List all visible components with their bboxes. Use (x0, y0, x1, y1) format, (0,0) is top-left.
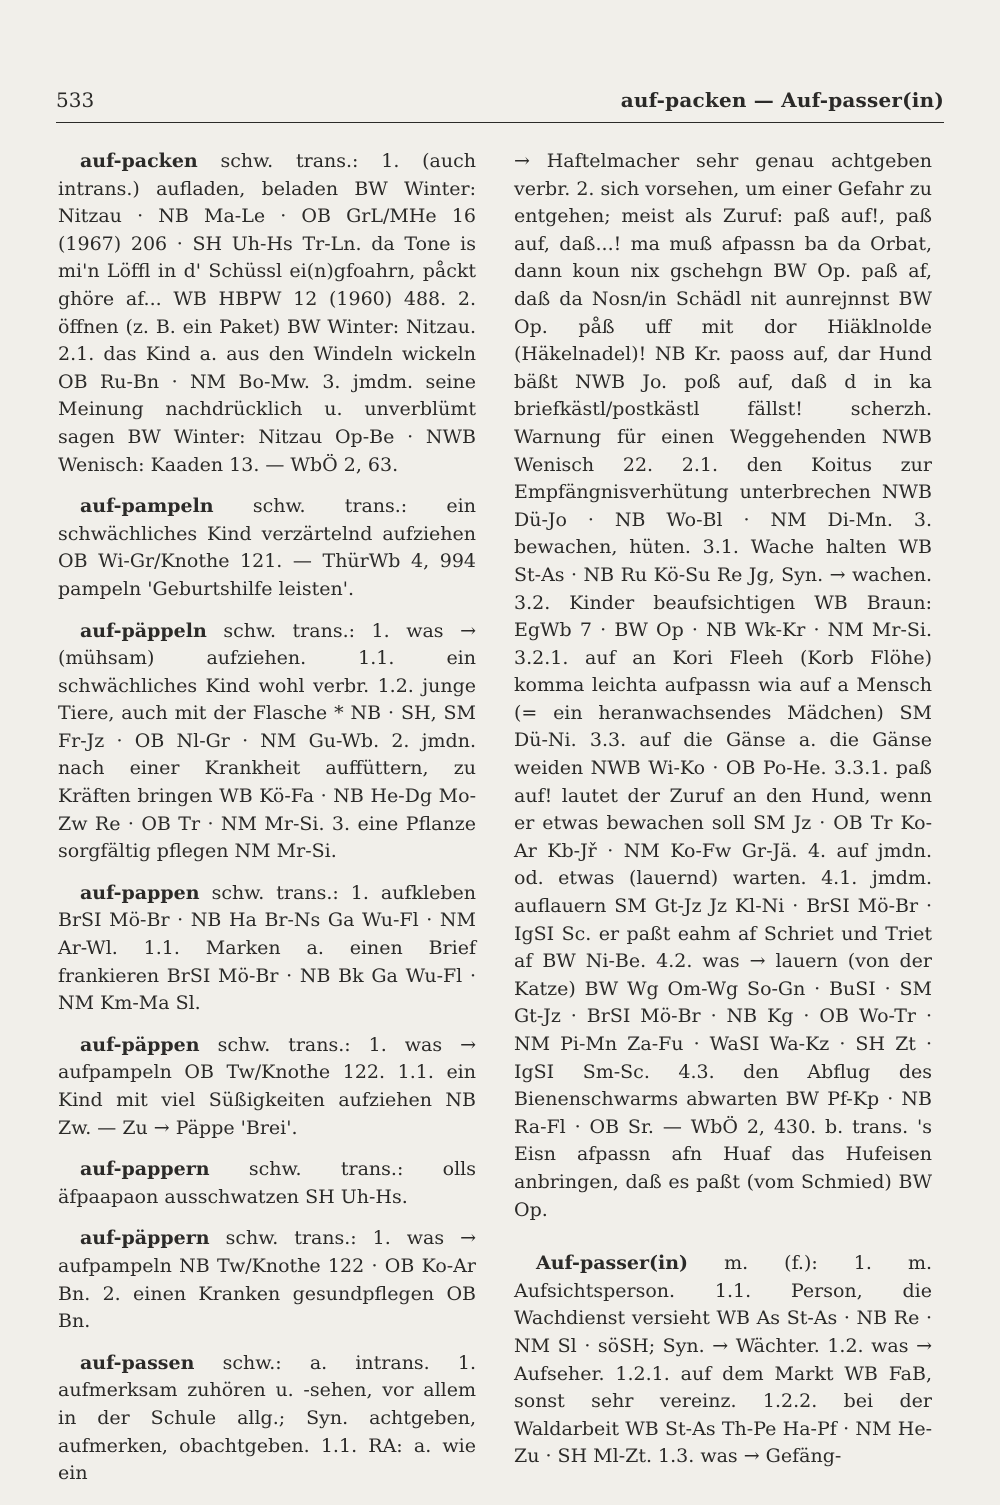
running-head: auf-packen — Auf-passer(in) (620, 88, 944, 112)
entry-text: → Haftelmacher sehr genau achtgeben verbr. 2. sich vorsehen, um einer Gefahr zu entgehen; meist als Zuruf: paß auf!, paß auf, daß...! ma muß afpassn ba da Orbat, dann koun nix gschehgn BW Op. paß af, daß da Nosn/in Schädl nit aunrejnnst BW Op. påß uff mit dor Hiäklnolde (Häkelnadel)! NB Kr. paoss auf, dar Hund bäßt NWB Jo. poß auf, daß d in ka briefkästl/postkästl fällst! scherzh. Warnung für einen Weggehenden NWB Wenisch 22. 2.1. den Koitus zur Empfängnisverhütung unterbrechen NWB Dü-Jo · NB Wo-Bl · NM Di-Mn. 3. bewachen, hüten. 3.1. Wache halten WB St-As · NB Ru Kö-Su Re Jg, Syn. → wachen. 3.2. Kinder beaufsichtigen WB Braun: EgWb 7 · BW Op · NB Wk-Kr · NM Mr-Si. 3.2.1. auf an Kori Fleeh (Korb Flöhe) komma leichta aufpassn wia auf a Mensch (= ein heranwachsendes Mädchen) SM Dü-Ni. 3.3. auf die Gänse a. die Gänse weiden NWB Wi-Ko · OB Po-He. 3.3.1. paß auf! lautet der Zuruf an den Hund, wenn er etwas bewachen soll SM Jz · OB Tr Ko-Ar Kb-Jř · NM Ko-Fw Gr-Jä. 4. auf jmdn. od. etwas (lauernd) warten. 4.1. jmdm. auflauern SM Gt-Jz Jz Kl-Ni · BrSI Mö-Br · IgSI Sc. er paßt eahm af Schriet und Triet af BW Ni-Be. 4.2. was → lauern (von der Katze) BW Wg Om-Wg So-Gn · BuSI · SM Gt-Jz · BrSI Mö-Br · NB Kg · OB Wo-Tr · NM Pi-Mn Za-Fu · WaSI Wa-Kz · SH Zt · IgSI Sm-Sc. 4.3. den Abflug des Bienenschwarms abwarten BW Pf-Kp · NB Ra-Fl · OB Sr. — WbÖ 2, 430. b. trans. 's Eisn afpassn afn Huaf das Hufeisen anbringen, daß es paßt (vom Schmied) BW Op. (514, 150, 932, 1221)
entry-text: schw. trans.: 1. was → aufpampeln NB Tw/Knothe 122 · OB Ko-Ar Bn. 2. einen Kranken gesundpflegen OB Bn. (58, 1227, 477, 1333)
entry-lemma: auf-pappen (80, 881, 200, 904)
dictionary-entry-continued (514, 148, 932, 1224)
entry-lemma: auf-päppen (80, 1033, 200, 1056)
entry-text: schw.: a. intrans. 1. aufmerksam zuhören u. -sehen, vor allem in der Schule allg.; Syn. achtgeben, aufmerken, obachtgeben. 1.1. RA: a. wie ein (58, 1351, 477, 1485)
dictionary-entry (514, 1250, 932, 1471)
entry-lemma: auf-pappern (80, 1158, 210, 1181)
entry-text: schw. trans.: 1. was → (mühsam) aufziehen. 1.1. ein schwächliches Kind wohl verbr. 1.2. junge Tiere, auch mit der Flasche * NB · SH, SM Fr-Jz · OB Nl-Gr · NM Gu-Wb. 2. jmdn. nach einer Krankheit auffüttern, zu Kräften bringen WB Kö-Fa · NB He-Dg Mo-Zw Re · OB Tr · NM Mr-Si. 3. eine Pflanze sorgfältig pflegen NM Mr-Si. (58, 619, 476, 863)
dictionary-entry (58, 148, 476, 479)
dictionary-entry (58, 1225, 476, 1335)
entry-lemma: auf-passen (80, 1351, 195, 1374)
entry-text: schw. trans.: 1. (auch intrans.) aufladen, beladen BW Winter: Nitzau · NB Ma-Le · OB GrL/MHe 16 (1967) 206 · SH Uh-Hs Tr-Ln. da Tone is mi'n Löffl in d' Schüssl ei(n)gfoahrn, påckt ghöre af... WB HBPW 12 (1960) 488. 2. öffnen (z. B. ein Paket) BW Winter: Nitzau. 2.1. das Kind a. aus den Windeln wickeln OB Ru-Bn · NM Bo-Mw. 3. jmdm. seine Meinung nachdrücklich u. unverblümt sagen BW Winter: Nitzau Op-Be · NWB Wenisch: Kaaden 13. — WbÖ 2, 63. (58, 150, 476, 476)
entry-lemma: auf-pampeln (80, 495, 214, 518)
dictionary-entry (58, 880, 476, 1018)
entry-text: schw. trans.: 1. was → aufpampeln OB Tw/Knothe 122. 1.1. ein Kind mit viel Süßigkeiten aufziehen NB Zw. — Zu → Päppe 'Brei'. (58, 1033, 476, 1139)
entry-text: m. (f.): 1. m. Aufsichtsperson. 1.1. Person, die Wachdienst versieht WB As St-As · NB Re · NM Sl · söSH; Syn. → Wächter. 1.2. was → Aufseher. 1.2.1. auf dem Markt WB FaB, sonst sehr vereinz. 1.2.2. bei der Waldarbeit WB St-As Th-Pe Ha-Pf · NM He-Zu · SH Ml-Zt. 1.3. was → Gefäng- (514, 1252, 932, 1468)
entry-lemma: auf-päppern (80, 1227, 210, 1250)
dictionary-entry (58, 493, 476, 603)
entry-lemma: Auf-passer(in) (536, 1252, 689, 1275)
dictionary-entry (58, 1032, 476, 1142)
entry-text: schw. trans.: olls äfpaapaon ausschwatzen SH Uh-Hs. (58, 1158, 476, 1208)
dictionary-entry (58, 618, 476, 866)
dictionary-entry (58, 1156, 476, 1211)
entry-lemma: auf-päppeln (80, 619, 207, 642)
right-column (514, 148, 932, 1485)
page-header (56, 86, 944, 123)
entry-lemma: auf-packen (80, 150, 198, 172)
dictionary-entry (58, 1350, 476, 1488)
page-number: 533 (56, 88, 95, 112)
left-column (58, 148, 476, 1502)
entry-text: schw. trans.: ein schwächliches Kind verzärtelnd aufziehen OB Wi-Gr/Knothe 121. — ThürWb 4, 994 pampeln 'Geburtshilfe leisten'. (58, 495, 476, 600)
entry-text: schw. trans.: 1. aufkleben BrSI Mö-Br · NB Ha Br-Ns Ga Wu-Fl · NM Ar-Wl. 1.1. Marken a. einen Brief frankieren BrSI Mö-Br · NB Bk Ga Wu-Fl · NM Km-Ma Sl. (58, 881, 476, 1015)
